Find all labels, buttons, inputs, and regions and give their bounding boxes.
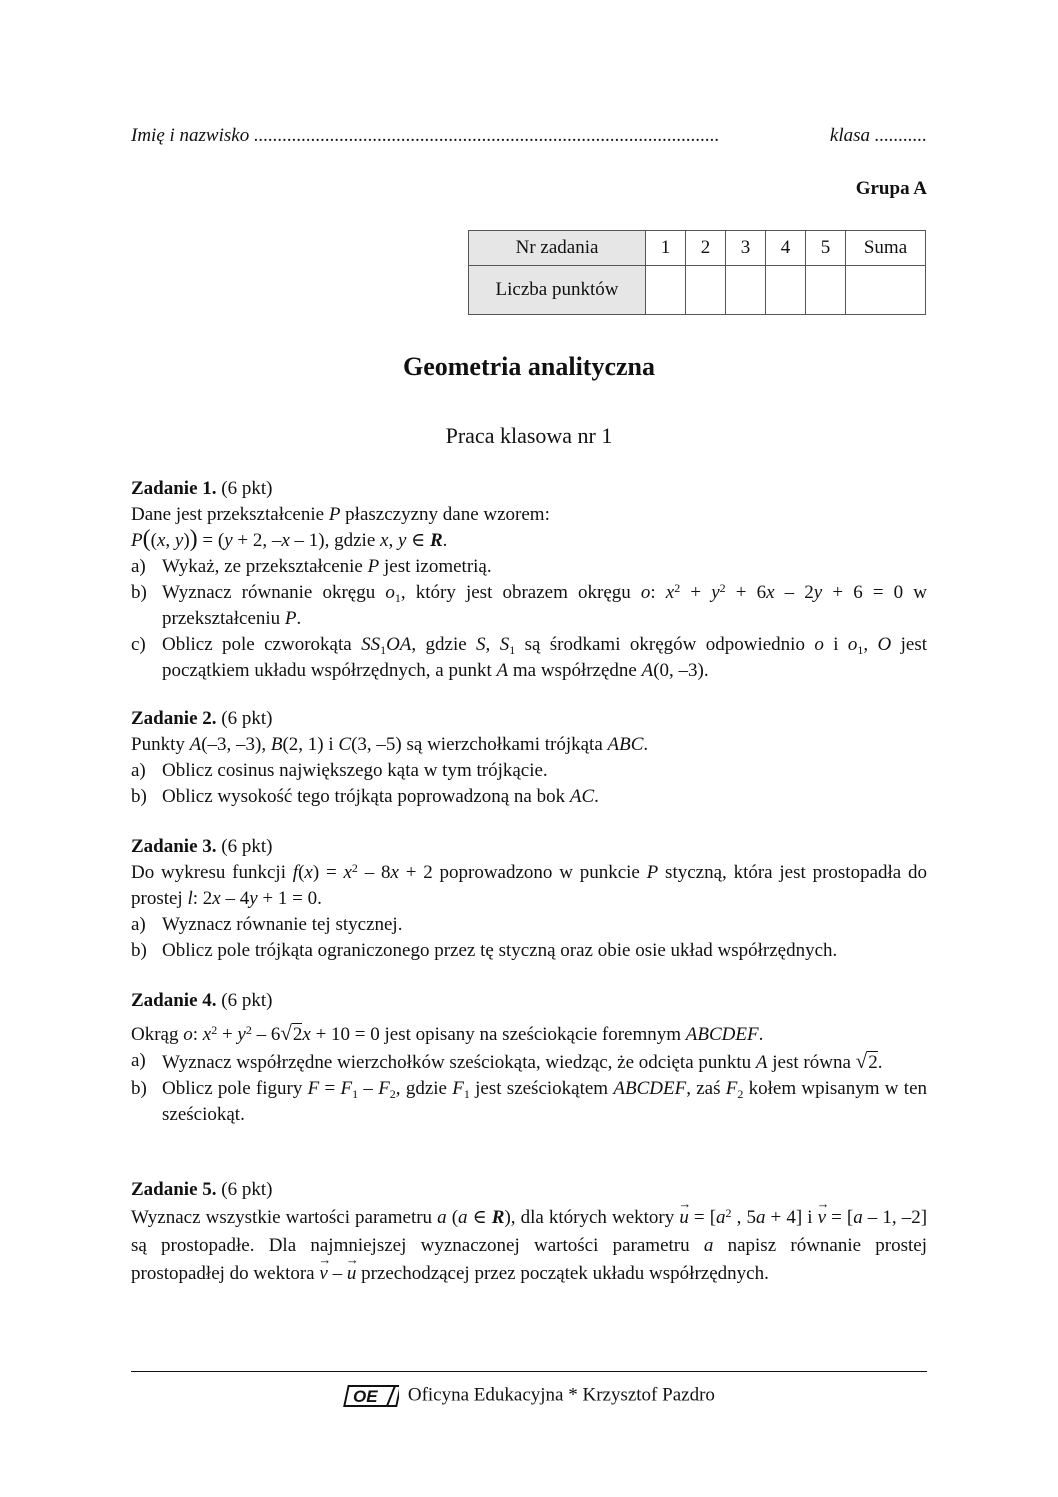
score-table-row2-label: Liczba punktów <box>469 266 646 315</box>
task-1 <box>131 476 927 684</box>
footer-divider <box>131 1371 927 1372</box>
score-table-col: 2 <box>686 231 726 266</box>
page-subtitle: Praca klasowa nr 1 <box>445 423 613 448</box>
score-table-row1-label: Nr zadania <box>469 231 646 266</box>
task-1-formula: P((x, y)) = (y + 2, –x – 1), gdzie x, y ∈ R. <box>131 526 448 552</box>
publisher-name: Oficyna Edukacyjna * Krzysztof Pazdro <box>407 1384 715 1406</box>
task-2-b: b) Oblicz wysokość tego trójkąta poprowadzoną na bok AC. <box>131 786 599 807</box>
footer <box>131 1384 927 1408</box>
publisher-logo-icon <box>343 1384 399 1408</box>
task-3-b: b) Oblicz pole trójkąta ograniczonego przez tę styczną oraz obie osie układ współrzędnych. <box>131 940 838 961</box>
score-table-col: 3 <box>726 231 766 266</box>
task-5-heading: Zadanie 5. (6 pkt) <box>131 1179 273 1200</box>
task-1-a: a) Wykaż, ze przekształcenie P jest izometrią. <box>131 556 492 577</box>
task-2 <box>131 706 927 810</box>
svg-text:OE: OE <box>353 1387 378 1406</box>
task-3 <box>131 834 927 964</box>
task-5-body: Wyznacz wszystkie wartości parametru a (a ∈ R), dla których wektory → $u = [a^2$ , 5a + 4] i → v = [a – 1, –2] są prostopadłe. Dla najmniejszej wyznaczonej wartości parametru a napisz równanie prostej prostopadłej do wektora → v – → u przechodzącej przez początek układu współrzędnych. <box>131 1204 927 1288</box>
task-1-heading: Zadanie 1. (6 pkt) <box>131 478 273 499</box>
score-cell <box>846 266 926 315</box>
task-1-intro: Dane jest przekształcenie P płaszczyzny dane wzorem: <box>131 504 550 525</box>
task-2-intro: Punkty A(–3, –3), B(2, 1) i C(3, –5) są wierzchołkami trójkąta ABC. <box>131 734 649 755</box>
score-table <box>468 230 926 315</box>
score-cell <box>646 266 686 315</box>
name-field-label: Imię i nazwisko .................................................................................................. <box>131 125 720 146</box>
task-4 <box>131 988 927 1128</box>
page-title: Geometria analityczna <box>403 352 655 381</box>
group-label: Grupa A <box>855 178 927 199</box>
task-3-intro: Do wykresu funkcji $f(x) = x^2 - 8x + 2$ poprowadzono w punkcie P styczną, która jest prostopadła do prostej l: 2x – 4y + 1 = 0. <box>131 861 928 909</box>
task-1-b: b) Wyznacz równanie okręgu $o_1$, który jest obrazem okręgu o: $x^2 + y^2 + 6x - 2y + 6 = 0$ w przekształceniu P. <box>131 581 928 629</box>
task-4-a: a) Wyznacz współrzędne wierzchołków sześciokąta, wiedząc, że odcięta punktu A jest równa √2. <box>131 1049 883 1073</box>
task-4-intro: Okrąg o: $x^2 + y^2 - 6√2x + 10 = 0$ jest opisany na sześciokącie foremnym ABCDEF. <box>131 1021 764 1045</box>
score-table-col-sum: Suma <box>846 231 926 266</box>
class-field-label: klasa ........... <box>829 125 927 146</box>
page <box>131 0 927 1497</box>
task-2-a: a) Oblicz cosinus największego kąta w tym trójkącie. <box>131 760 548 781</box>
task-3-heading: Zadanie 3. (6 pkt) <box>131 836 273 857</box>
score-table-col: 4 <box>766 231 806 266</box>
score-table-col: 1 <box>646 231 686 266</box>
task-3-a: a) Wyznacz równanie tej stycznej. <box>131 914 403 935</box>
task-2-heading: Zadanie 2. (6 pkt) <box>131 708 273 729</box>
task-4-b: b) Oblicz pole figury $F = F_1 - F_2$, gdzie $F_1$ jest sześciokątem ABCDEF, zaś $F_2$ kołem wpisanym w ten sześciokąt. <box>131 1078 928 1125</box>
score-table-col: 5 <box>806 231 846 266</box>
score-cell <box>686 266 726 315</box>
score-cell <box>806 266 846 315</box>
score-cell <box>726 266 766 315</box>
score-cell <box>766 266 806 315</box>
task-5 <box>131 1176 927 1288</box>
task-1-c: c) Oblicz pole czworokąta $SS_1OA$, gdzie S, $S_1$ są środkami okręgów odpowiednio o i $o_1$, O jest początkiem układu współrzędnych, a punkt A ma współrzędne A(0, –3). <box>131 634 928 681</box>
task-4-heading: Zadanie 4. (6 pkt) <box>131 990 273 1011</box>
